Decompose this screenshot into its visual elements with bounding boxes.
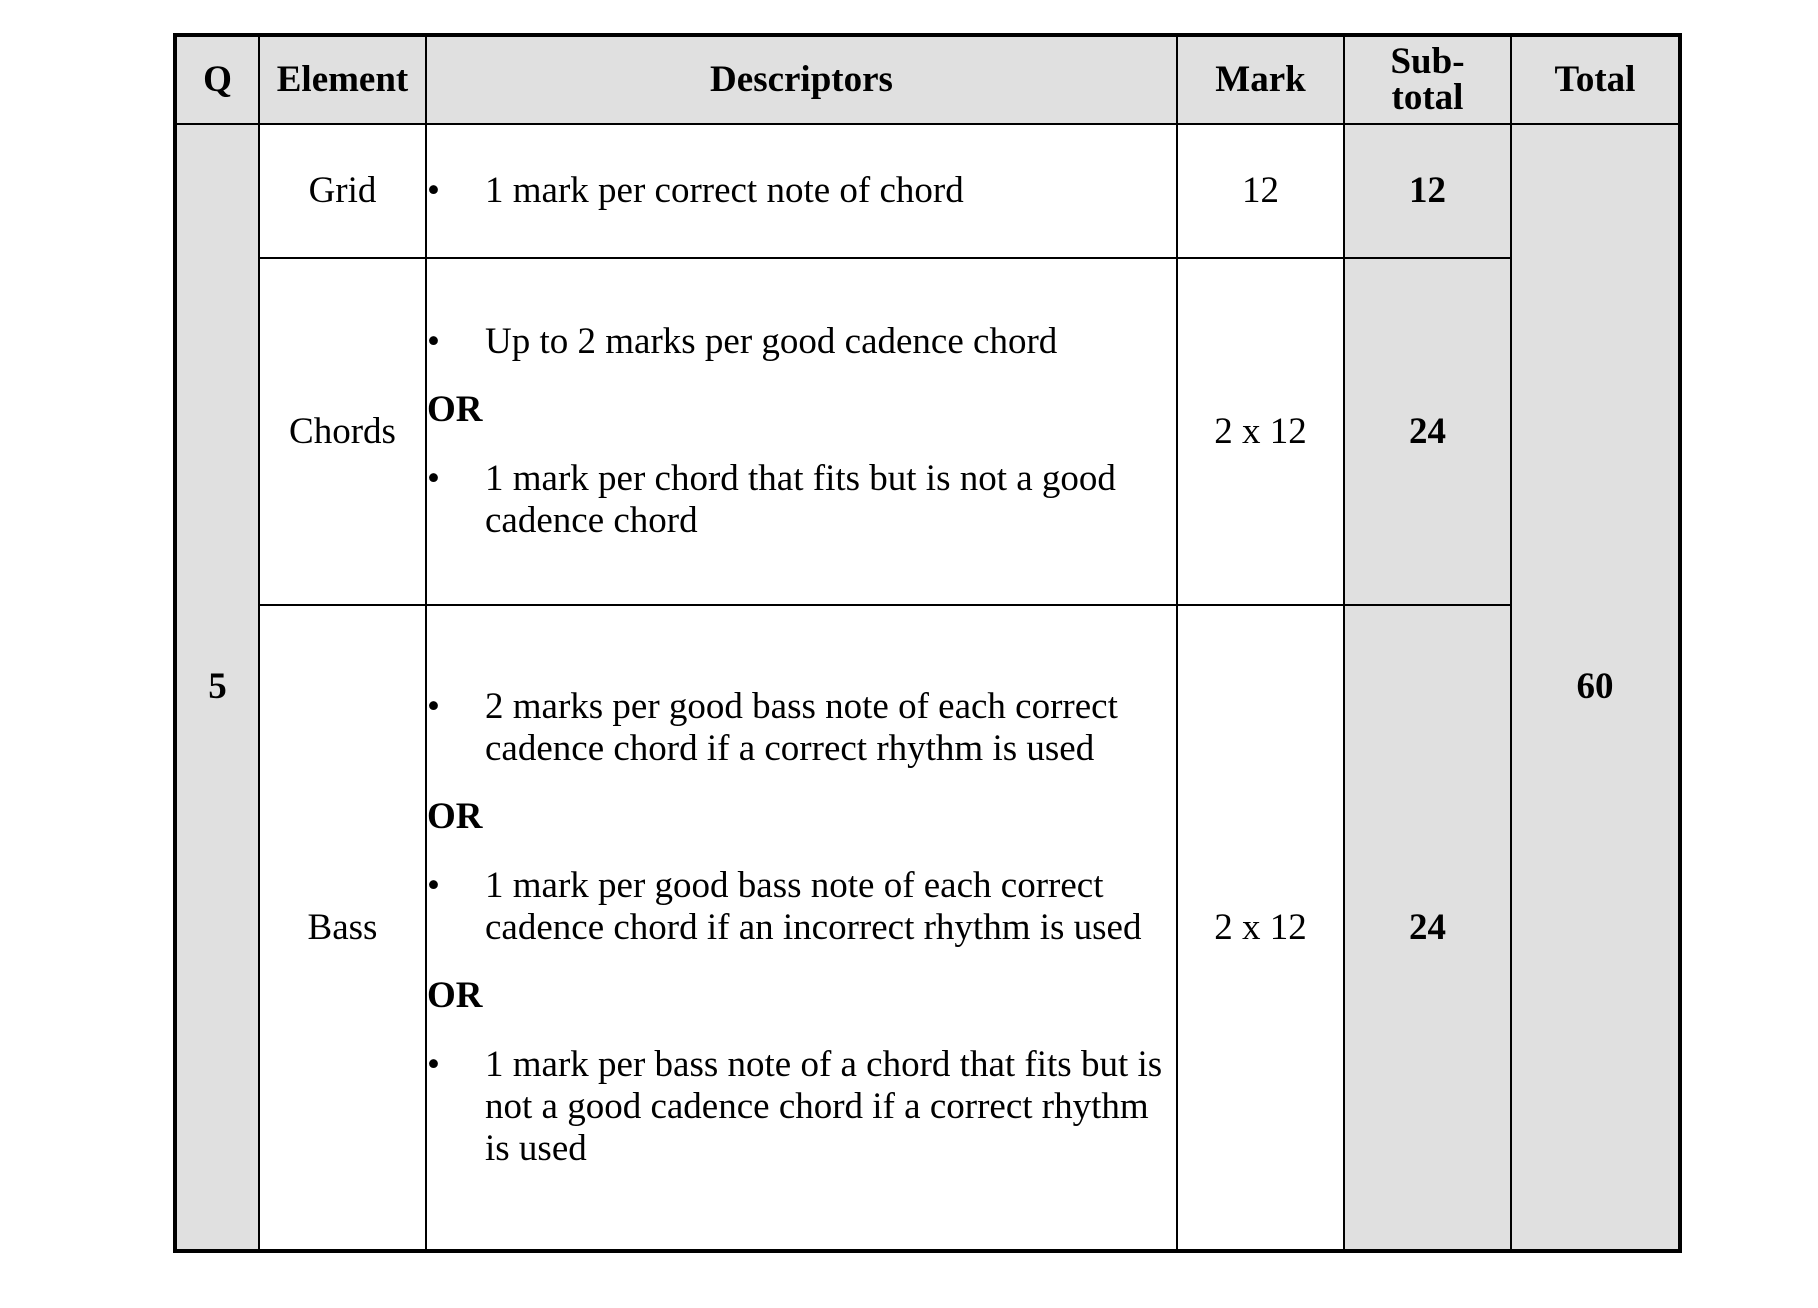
mark-bass: 2 x 12 <box>1177 605 1344 1251</box>
mark-chords: 2 x 12 <box>1177 258 1344 605</box>
subtotal-chords: 24 <box>1344 258 1511 605</box>
header-total: Total <box>1511 35 1680 124</box>
descriptor-item: • Up to 2 marks per good cadence chord <box>427 321 1176 363</box>
header-mark: Mark <box>1177 35 1344 124</box>
element-bass: Bass <box>259 605 426 1251</box>
descriptor-item: • 1 mark per bass note of a chord that fits but is not a good cadence chord if a correct rhythm is used <box>427 1044 1176 1170</box>
or-label: OR <box>427 974 483 1016</box>
subtotal-grid: 12 <box>1344 124 1511 258</box>
header-descriptors: Descriptors <box>426 35 1177 124</box>
or-label: OR <box>427 389 483 430</box>
header-subtotal <box>1344 35 1511 124</box>
header-subtotal-line1: Sub- <box>1390 41 1465 82</box>
table-row-bass <box>175 605 1680 1251</box>
descriptor-item: • 1 mark per good bass note of each correct cadence chord if an incorrect rhythm is used <box>427 865 1176 949</box>
question-number: 5 <box>175 124 259 1251</box>
descriptors-bass <box>426 605 1177 1251</box>
mark-scheme-table <box>173 33 1682 1253</box>
descriptors-chords <box>426 258 1177 605</box>
table-row-grid <box>175 124 1680 258</box>
header-element: Element <box>259 35 426 124</box>
descriptor-item: • 2 marks per good bass note of each correct cadence chord if a correct rhythm is used <box>427 686 1176 770</box>
or-label: OR <box>427 795 483 837</box>
descriptor-item: • 1 mark per correct note of chord <box>427 170 1176 212</box>
subtotal-bass: 24 <box>1344 605 1511 1251</box>
descriptor-item: • 1 mark per chord that fits but is not a good cadence chord <box>427 458 1176 542</box>
element-chords: Chords <box>259 258 426 605</box>
header-subtotal-line2: total <box>1391 77 1464 118</box>
descriptors-grid <box>426 124 1177 258</box>
element-grid: Grid <box>259 124 426 258</box>
mark-grid: 12 <box>1177 124 1344 258</box>
header-row <box>175 35 1680 124</box>
total-value: 60 <box>1511 124 1680 1251</box>
table-row-chords <box>175 258 1680 605</box>
header-q: Q <box>175 35 259 124</box>
